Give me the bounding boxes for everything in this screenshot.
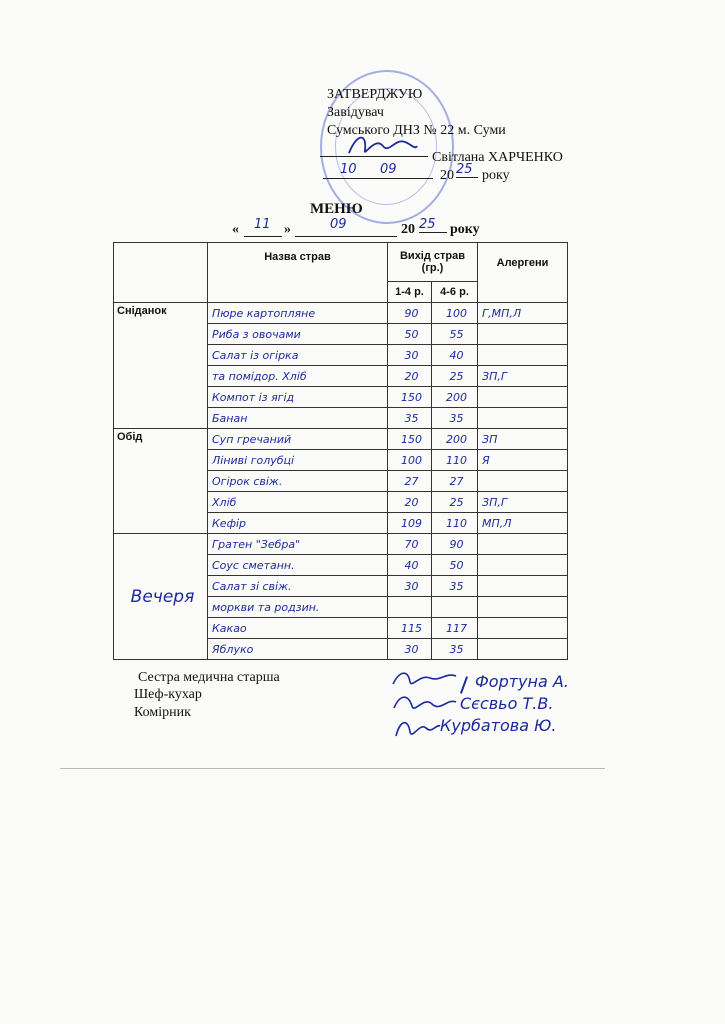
chef-signature — [390, 690, 460, 716]
approval-month: 09 — [380, 162, 397, 177]
yield-4-6-cell: 55 — [432, 324, 478, 345]
yield-4-6-cell: 90 — [432, 534, 478, 555]
yield-4-6-cell: 110 — [432, 450, 478, 471]
yield-1-4-cell: 30 — [388, 639, 432, 660]
yield-1-4-cell: 20 — [388, 492, 432, 513]
allergen-cell — [478, 639, 568, 660]
meal-label: Сніданок — [114, 303, 208, 429]
yield-1-4-cell: 30 — [388, 576, 432, 597]
menu-month-line — [295, 236, 397, 237]
yield-1-4-cell: 27 — [388, 471, 432, 492]
dish-cell: Риба з овочами — [208, 324, 388, 345]
yield-4-6-cell — [432, 597, 478, 618]
storekeeper-label: Комірник — [134, 705, 191, 720]
dish-cell: Суп гречаний — [208, 429, 388, 450]
dish-cell: Кефір — [208, 513, 388, 534]
menu-day-line — [244, 236, 282, 237]
menu-year-prefix: 20 — [401, 222, 415, 237]
dish-cell: Хліб — [208, 492, 388, 513]
yield-1-4-cell: 50 — [388, 324, 432, 345]
dish-cell: моркви та родзин. — [208, 597, 388, 618]
yield-1-4-cell: 70 — [388, 534, 432, 555]
yield-1-4-cell: 150 — [388, 387, 432, 408]
approval-year-hand: 25 — [456, 162, 478, 178]
header-allergens: Алергени — [478, 243, 568, 303]
menu-year-suffix: року — [450, 222, 480, 237]
chef-name: Сєсвьо Т.В. — [460, 694, 554, 713]
table-row — [114, 429, 568, 450]
nurse-label: Сестра медична старша — [138, 670, 280, 685]
director-name: Світлана ХАРЧЕНКО — [432, 150, 563, 165]
menu-year-hand: 25 — [419, 217, 447, 233]
yield-4-6-cell: 25 — [432, 366, 478, 387]
menu-month: 09 — [330, 217, 347, 232]
yield-1-4-cell: 30 — [388, 345, 432, 366]
dish-cell: Соус сметанн. — [208, 555, 388, 576]
yield-4-6-cell: 117 — [432, 618, 478, 639]
yield-1-4-cell: 90 — [388, 303, 432, 324]
allergen-cell: ЗП,Г — [478, 492, 568, 513]
dish-cell: Салат зі свіж. — [208, 576, 388, 597]
yield-4-6-cell: 50 — [432, 555, 478, 576]
allergen-cell: ЗП — [478, 429, 568, 450]
approval-day: 10 — [340, 162, 357, 177]
yield-4-6-cell: 200 — [432, 387, 478, 408]
yield-1-4-cell: 150 — [388, 429, 432, 450]
yield-1-4-cell: 100 — [388, 450, 432, 471]
dish-cell: Салат із огірка — [208, 345, 388, 366]
dish-cell: Какао — [208, 618, 388, 639]
allergen-cell: Г,МП,Л — [478, 303, 568, 324]
dish-cell: Гратен "Зебра" — [208, 534, 388, 555]
nurse-name: Фортуна А. — [475, 672, 569, 691]
dish-cell: Огірок свіж. — [208, 471, 388, 492]
table-row — [114, 534, 568, 555]
yield-1-4-cell: 115 — [388, 618, 432, 639]
nurse-separator-stroke — [460, 676, 468, 694]
yield-1-4-cell: 109 — [388, 513, 432, 534]
approval-heading: ЗАТВЕРДЖУЮ — [327, 87, 423, 102]
nurse-signature — [390, 668, 460, 690]
yield-4-6-cell: 35 — [432, 408, 478, 429]
yield-4-6-cell: 35 — [432, 576, 478, 597]
yield-4-6-cell: 25 — [432, 492, 478, 513]
allergen-cell: Я — [478, 450, 568, 471]
allergen-cell — [478, 576, 568, 597]
chef-label: Шеф-кухар — [134, 687, 202, 702]
yield-1-4-cell: 40 — [388, 555, 432, 576]
yield-4-6-cell: 110 — [432, 513, 478, 534]
allergen-cell — [478, 387, 568, 408]
page-divider — [60, 768, 605, 769]
approval-year-suffix: року — [482, 168, 510, 183]
header-dish: Назва страв — [208, 243, 388, 303]
header-age-4-6: 4-6 р. — [432, 282, 478, 303]
dish-cell: Пюре картопляне — [208, 303, 388, 324]
approval-position: Завідувач — [327, 105, 384, 120]
menu-quote-open: « — [232, 222, 239, 237]
storekeeper-signature — [392, 714, 442, 742]
yield-4-6-cell: 200 — [432, 429, 478, 450]
yield-1-4-cell — [388, 597, 432, 618]
meal-label: Вечеря — [114, 534, 208, 660]
header-yield: Вихід страв (гр.) — [388, 243, 478, 282]
header-empty — [114, 243, 208, 303]
dish-cell: Компот із ягід — [208, 387, 388, 408]
menu-table — [113, 242, 568, 660]
allergen-cell — [478, 534, 568, 555]
menu-quote-close: » — [284, 222, 291, 237]
approval-year-prefix: 20 — [440, 168, 454, 183]
director-signature — [345, 128, 420, 163]
yield-4-6-cell: 40 — [432, 345, 478, 366]
yield-4-6-cell: 35 — [432, 639, 478, 660]
yield-4-6-cell: 100 — [432, 303, 478, 324]
approval-date-line — [323, 178, 433, 179]
allergen-cell: МП,Л — [478, 513, 568, 534]
menu-title: МЕНЮ — [310, 201, 363, 217]
dish-cell: та помідор. Хліб — [208, 366, 388, 387]
allergen-cell — [478, 618, 568, 639]
dish-cell: Яблуко — [208, 639, 388, 660]
allergen-cell — [478, 408, 568, 429]
yield-1-4-cell: 20 — [388, 366, 432, 387]
yield-1-4-cell: 35 — [388, 408, 432, 429]
meal-label: Обід — [114, 429, 208, 534]
header-age-1-4: 1-4 р. — [388, 282, 432, 303]
allergen-cell — [478, 597, 568, 618]
storekeeper-name: Курбатова Ю. — [440, 716, 557, 735]
dish-cell: Банан — [208, 408, 388, 429]
table-row — [114, 303, 568, 324]
yield-4-6-cell: 27 — [432, 471, 478, 492]
allergen-cell — [478, 324, 568, 345]
allergen-cell — [478, 345, 568, 366]
allergen-cell — [478, 555, 568, 576]
allergen-cell: ЗП,Г — [478, 366, 568, 387]
approval-institution: Сумського ДНЗ № 22 м. Суми — [327, 123, 506, 138]
dish-cell: Лінивi голубці — [208, 450, 388, 471]
menu-day: 11 — [254, 217, 271, 232]
allergen-cell — [478, 471, 568, 492]
